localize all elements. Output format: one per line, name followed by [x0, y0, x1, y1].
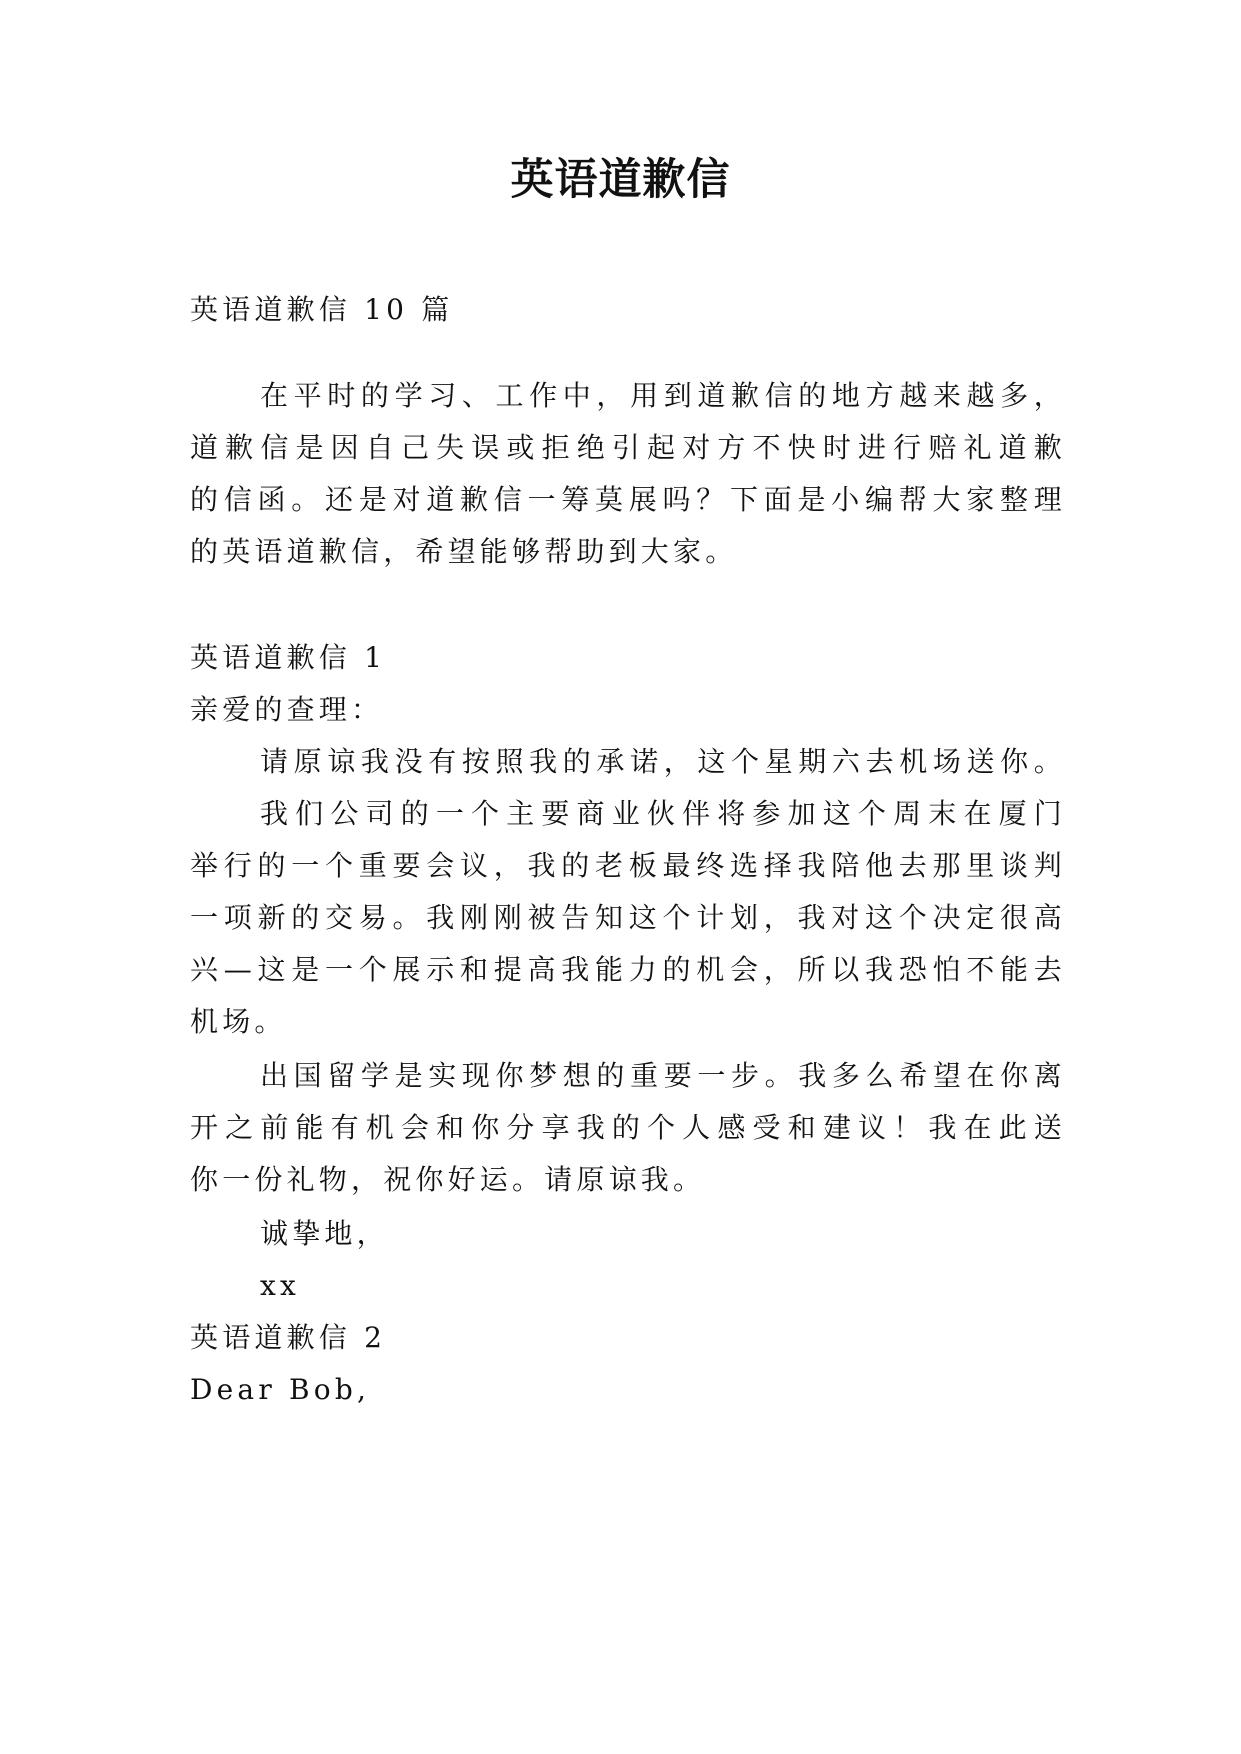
letter-closing: 诚挚地，	[260, 1217, 389, 1250]
letter-paragraph-line: 请原谅我没有按照我的承诺，这个星期六去机场送你。	[260, 745, 1066, 778]
letter-signature: xx	[260, 1269, 300, 1302]
intro-paragraph-line: 道歉信是因自己失误或拒绝引起对方不快时进行赔礼道歉	[190, 431, 1066, 464]
letter-paragraph-line: 你一份礼物，祝你好运。请原谅我。	[190, 1163, 706, 1196]
letter-paragraph-line: 兴—这是一个展示和提高我能力的机会，所以我恐怕不能去	[190, 953, 1066, 986]
letter-paragraph-line: 开之前能有机会和你分享我的个人感受和建议！我在此送	[190, 1111, 1066, 1144]
intro-paragraph-line: 的信函。还是对道歉信一筹莫展吗？下面是小编帮大家整理	[190, 483, 1066, 516]
document-subtitle: 英语道歉信 10 篇	[190, 293, 454, 326]
section-heading: 英语道歉信 2	[190, 1321, 387, 1354]
letter-paragraph-line: 我们公司的一个主要商业伙伴将参加这个周末在厦门	[260, 797, 1066, 830]
letter-paragraph-line: 出国留学是实现你梦想的重要一步。我多么希望在你离	[260, 1059, 1066, 1092]
letter-paragraph-line: 举行的一个重要会议，我的老板最终选择我陪他去那里谈判	[190, 849, 1066, 882]
letter-paragraph-line: 机场。	[190, 1005, 287, 1038]
letter-salutation: 亲爱的查理：	[190, 693, 384, 726]
intro-paragraph-line: 在平时的学习、工作中，用到道歉信的地方越来越多，	[260, 379, 1066, 412]
document-title: 英语道歉信	[510, 155, 731, 205]
section-heading: 英语道歉信 1	[190, 641, 387, 674]
letter-paragraph-line: 一项新的交易。我刚刚被告知这个计划，我对这个决定很高	[190, 901, 1066, 934]
intro-paragraph-line: 的英语道歉信，希望能够帮助到大家。	[190, 535, 738, 568]
letter-salutation: Dear Bob,	[190, 1373, 371, 1406]
